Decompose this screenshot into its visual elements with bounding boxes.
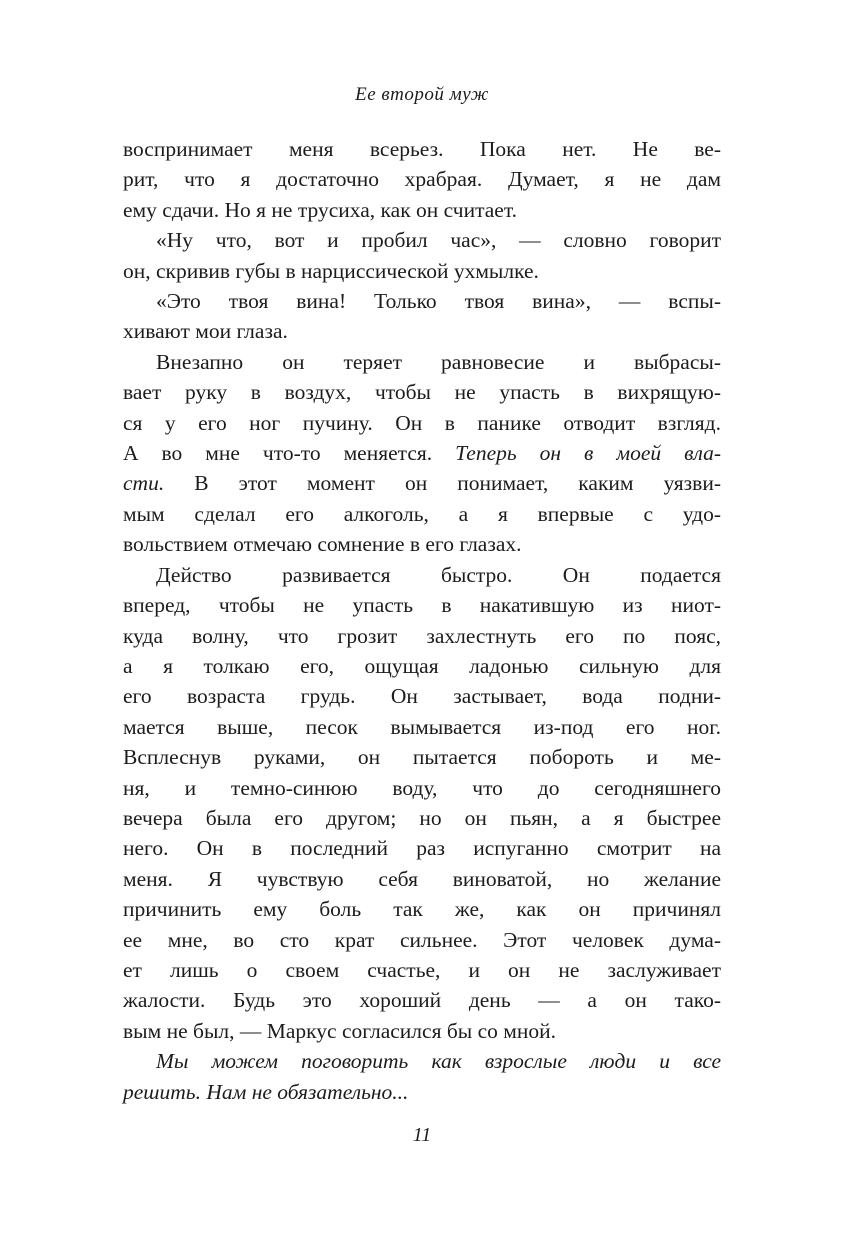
- text-line: [123, 833, 721, 863]
- text-line: [123, 864, 721, 894]
- text-line: [123, 955, 721, 985]
- text-segment: причинить ему боль так же, как он причинял: [123, 897, 721, 922]
- text-line: [123, 621, 721, 651]
- text-segment: хивают мои глаза.: [123, 319, 288, 344]
- text-line: [123, 803, 721, 833]
- text-line: [123, 560, 721, 590]
- text-line: [123, 134, 721, 164]
- italic-text-segment: Мы можем поговорить как взрослые люди и все: [156, 1049, 721, 1074]
- text-line: [123, 377, 721, 407]
- text-line: [123, 590, 721, 620]
- text-segment: ее мне, во сто крат сильнее. Этот человек дума-: [123, 927, 721, 952]
- italic-text-segment: сти.: [123, 471, 165, 496]
- text-segment: него. Он в последний раз испуганно смотрит на: [123, 836, 721, 861]
- text-line: [123, 681, 721, 711]
- text-segment: воспринимает меня всерьез. Пока нет. Не ве-: [123, 137, 721, 161]
- text-line: [123, 468, 721, 498]
- text-segment: ся у его ног пучину. Он в панике отводит взгляд.: [123, 410, 721, 435]
- text-line: [123, 742, 721, 772]
- text-line: [123, 712, 721, 742]
- text-segment: вольствием отмечаю сомнение в его глазах.: [123, 532, 522, 557]
- text-line: [123, 1046, 721, 1076]
- text-segment: вперед, чтобы не упасть в накатившую из ниот-: [123, 593, 721, 618]
- text-segment: вым не был, — Маркус согласился бы со мной.: [123, 1018, 557, 1043]
- text-segment: его возраста грудь. Он застывает, вода подни-: [123, 684, 721, 709]
- text-segment: Всплеснув руками, он пытается побороть и ме-: [123, 745, 721, 770]
- text-segment: а я толкаю его, ощущая ладонью сильную для: [123, 653, 721, 678]
- text-line: [123, 256, 721, 286]
- text-line: [123, 651, 721, 681]
- text-segment: ему сдачи. Но я не трусиха, как он считает.: [123, 197, 517, 222]
- text-segment: рит, что я достаточно храбрая. Думает, я не дам: [123, 167, 721, 192]
- text-line: [123, 164, 721, 194]
- italic-text-segment: Теперь он в моей вла-: [455, 441, 721, 466]
- text-line: [123, 1077, 721, 1107]
- text-segment: «Ну что, вот и пробил час», — словно говорит: [156, 228, 721, 253]
- text-segment: меня. Я чувствую себя виноватой, но желание: [123, 866, 721, 891]
- running-header: Ее второй муж: [355, 84, 489, 105]
- text-line: [123, 499, 721, 529]
- text-segment: Действо развивается быстро. Он подается: [156, 562, 721, 587]
- text-line: [123, 408, 721, 438]
- text-segment: В этот момент он понимает, каким уязви-: [164, 471, 721, 496]
- text-segment: он, скривив губы в нарциссической ухмылке.: [123, 258, 539, 283]
- text-segment: ет лишь о своем счастье, и он не заслуживает: [123, 957, 721, 982]
- text-line: [123, 438, 721, 468]
- text-segment: жалости. Будь это хороший день — а он тако-: [123, 988, 721, 1013]
- text-line: [123, 894, 721, 924]
- text-line: [123, 529, 721, 559]
- text-line: [123, 225, 721, 255]
- text-line: [123, 925, 721, 955]
- text-line: [123, 316, 721, 346]
- text-segment: вечера была его другом; но он пьян, а я быстрее: [123, 805, 721, 830]
- page-number: 11: [412, 1124, 432, 1146]
- text-segment: мается выше, песок вымывается из-под его ног.: [123, 714, 721, 739]
- text-line: [123, 195, 721, 225]
- text-line: [123, 985, 721, 1015]
- body-text: [123, 134, 721, 1107]
- text-segment: «Это твоя вина! Только твоя вина», — вспы-: [156, 289, 721, 314]
- text-line: [123, 286, 721, 316]
- text-segment: вает руку в воздух, чтобы не упасть в вихрящую-: [123, 380, 721, 405]
- text-segment: А во мне что-то меняется.: [123, 441, 456, 466]
- text-line: [123, 1016, 721, 1046]
- text-segment: ня, и темно-синюю воду, что до сегодняшнего: [123, 775, 721, 800]
- text-segment: мым сделал его алкоголь, а я впервые с удо-: [123, 501, 721, 526]
- italic-text-segment: решить. Нам не обязательно...: [123, 1079, 409, 1104]
- text-segment: куда волну, что грозит захлестнуть его по пояс,: [123, 623, 721, 648]
- text-line: [123, 347, 721, 377]
- text-segment: Внезапно он теряет равновесие и выбрасы-: [156, 349, 721, 374]
- text-line: [123, 773, 721, 803]
